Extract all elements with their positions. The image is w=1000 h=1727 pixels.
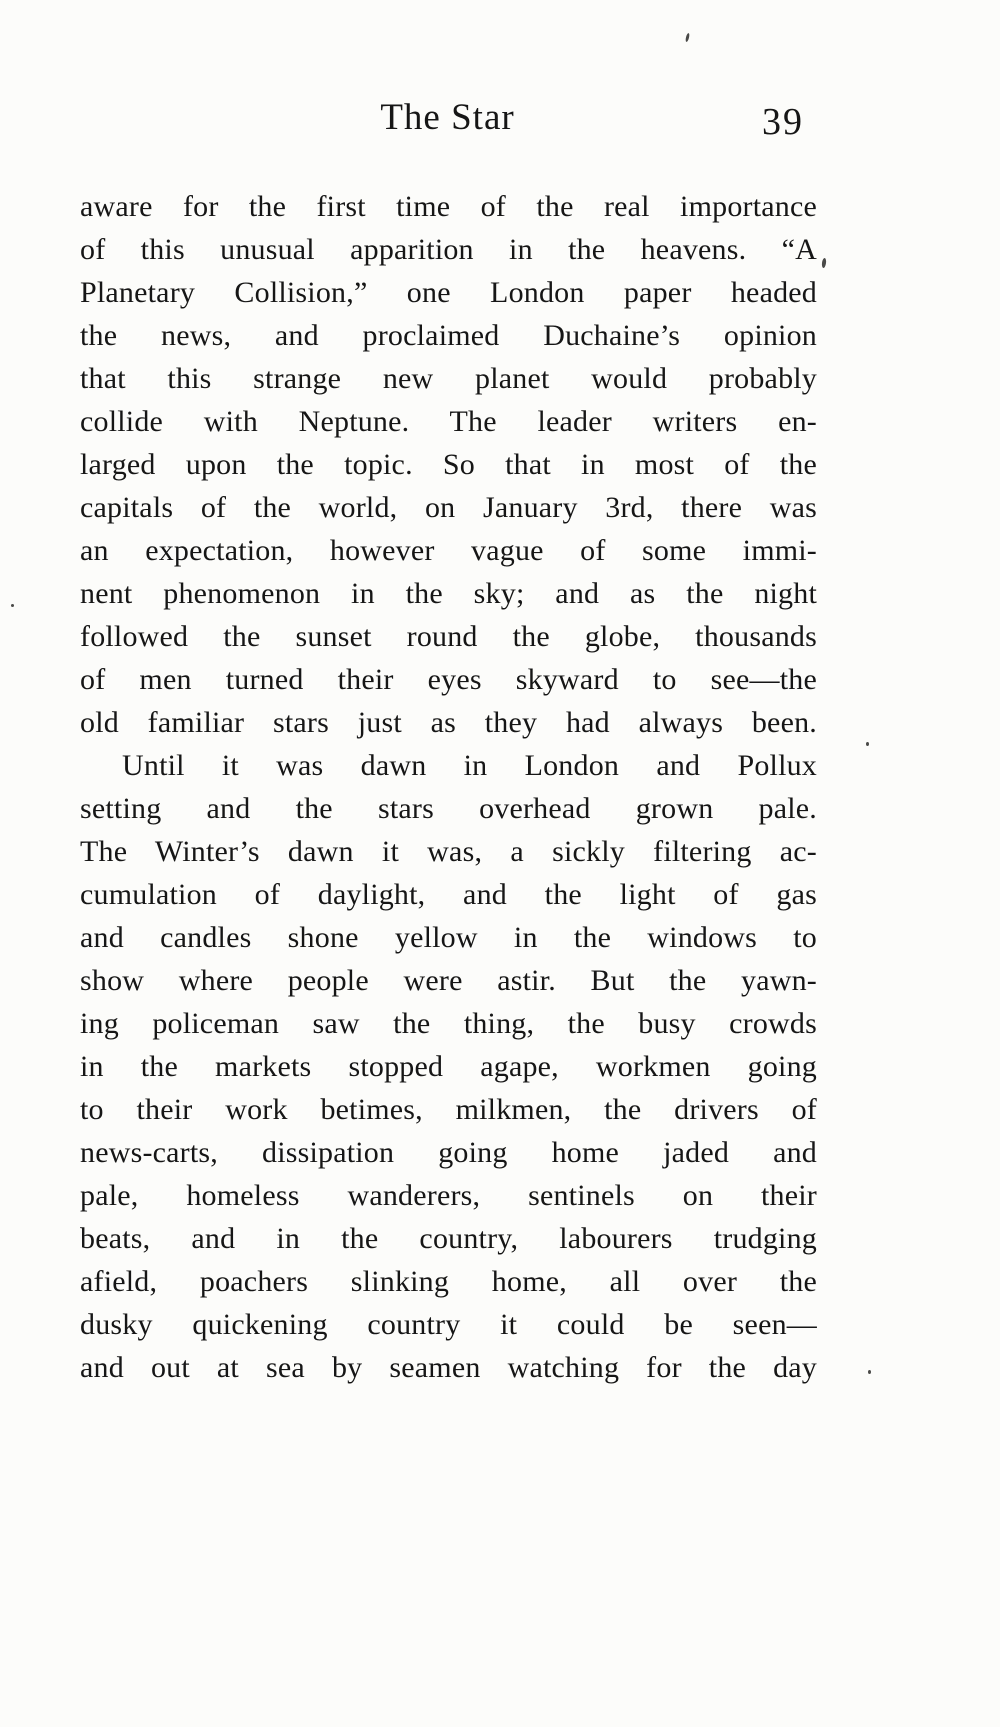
text-line: pale, homeless wanderers, sentinels on their [80, 1179, 817, 1212]
scan-speck [11, 604, 14, 607]
text-line: beats, and in the country, labourers trudging [80, 1222, 817, 1255]
text-line: The Winter’s dawn it was, a sickly filtering ac- [80, 835, 817, 868]
text-line: of this unusual apparition in the heavens. “A [80, 233, 817, 266]
page-number: 39 [762, 101, 804, 143]
text-line: followed the sunset round the globe, thousands [80, 620, 817, 653]
text-line: aware for the first time of the real importance [80, 190, 817, 223]
scan-speck [868, 1370, 871, 1374]
text-line: show where people were astir. But the yawn- [80, 964, 817, 997]
text-line: larged upon the topic. So that in most of the [80, 448, 817, 481]
text-line: an expectation, however vague of some immi- [80, 534, 817, 567]
text-line: in the markets stopped agape, workmen going [80, 1050, 817, 1083]
running-title: The Star [380, 97, 515, 138]
text-line: Planetary Collision,” one London paper headed [80, 276, 817, 309]
text-line: of men turned their eyes skyward to see—the [80, 663, 817, 696]
text-line: nent phenomenon in the sky; and as the night [80, 577, 817, 610]
text-line: collide with Neptune. The leader writers en- [80, 405, 817, 438]
text-line: dusky quickening country it could be seen— [80, 1308, 817, 1341]
text-line: that this strange new planet would probably [80, 362, 817, 395]
text-line: to their work betimes, milkmen, the drivers of [80, 1093, 817, 1126]
text-line: setting and the stars overhead grown pale. [80, 792, 817, 825]
text-line: ing policeman saw the thing, the busy crowds [80, 1007, 817, 1040]
page-body [80, 185, 817, 1389]
text-line: Until it was dawn in London and Pollux [122, 749, 817, 782]
text-line: the news, and proclaimed Duchaine’s opinion [80, 319, 817, 352]
scan-speck [866, 742, 869, 746]
text-line: afield, poachers slinking home, all over the [80, 1265, 817, 1298]
scan-speck [821, 258, 826, 268]
paragraph [80, 185, 817, 744]
text-line: and candles shone yellow in the windows to [80, 921, 817, 954]
text-line: old familiar stars just as they had always been. [80, 706, 817, 739]
page-header [0, 0, 1000, 160]
text-line: and out at sea by seamen watching for the day [80, 1351, 817, 1384]
text-line: capitals of the world, on January 3rd, there was [80, 491, 817, 524]
paragraph [80, 744, 817, 1389]
text-line: cumulation of daylight, and the light of gas [80, 878, 817, 911]
text-line: news-carts, dissipation going home jaded and [80, 1136, 817, 1169]
